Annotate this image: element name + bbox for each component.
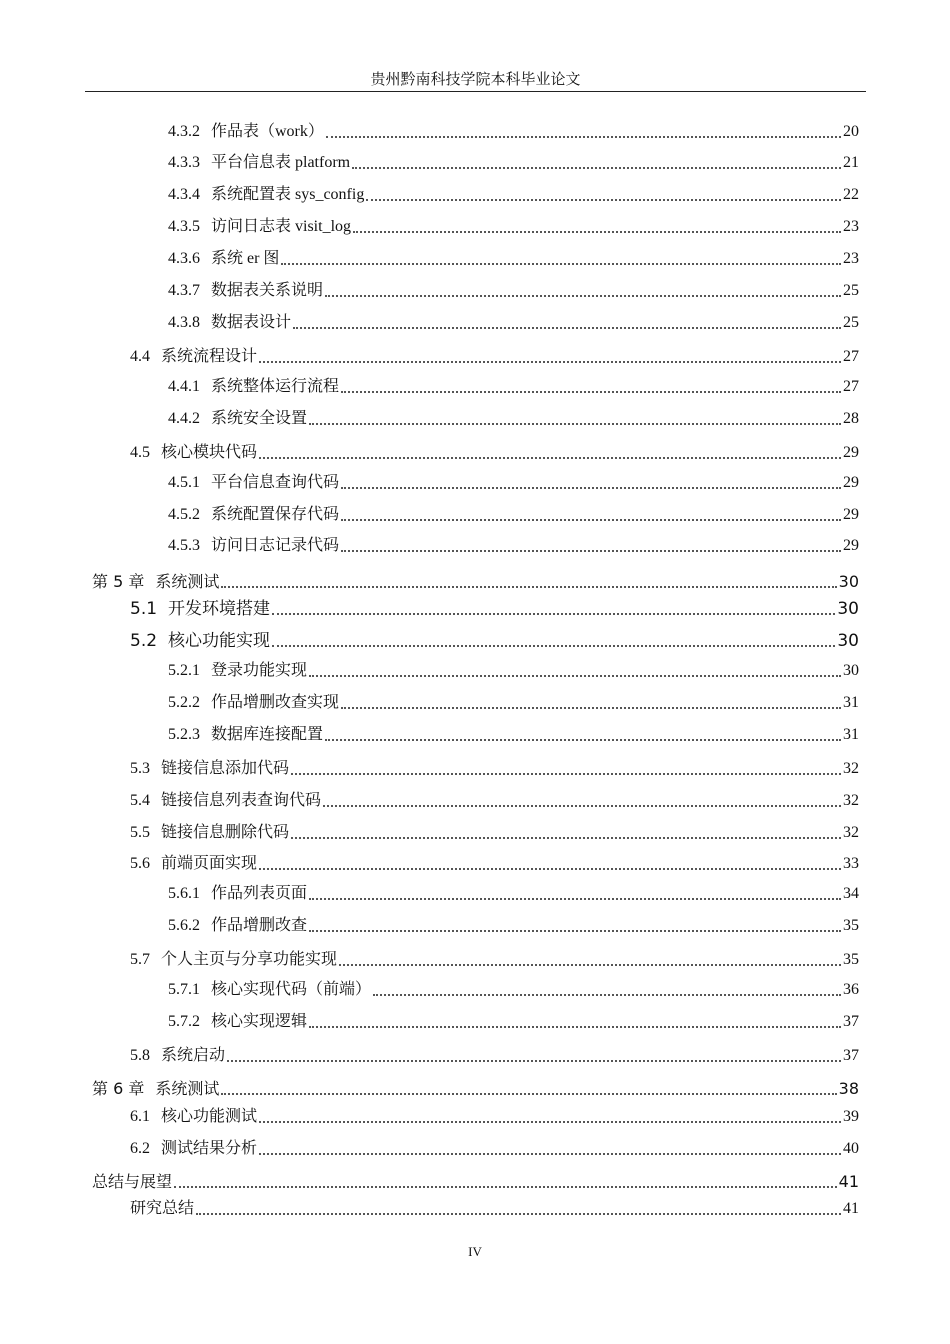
toc-entry-number: 4.3.4 xyxy=(168,186,200,203)
toc-entry[interactable] xyxy=(130,597,859,619)
toc-entry[interactable] xyxy=(168,247,859,269)
toc-dot-leader xyxy=(341,487,841,489)
toc-entry-page: 37 xyxy=(843,1013,859,1030)
toc-entry[interactable] xyxy=(168,279,859,301)
toc-dot-leader xyxy=(196,1213,841,1215)
toc-dot-leader xyxy=(339,964,841,966)
toc-dot-leader xyxy=(221,1093,836,1095)
toc-dot-leader xyxy=(309,930,841,932)
toc-entry-title: 系统 er 图 xyxy=(211,250,280,267)
toc-entry[interactable] xyxy=(130,629,859,651)
toc-entry-number: 4.3.7 xyxy=(168,282,200,299)
running-header: 贵州黔南科技学院本科毕业论文 xyxy=(370,72,581,88)
toc-entry[interactable] xyxy=(168,914,859,936)
toc-dot-leader xyxy=(309,423,841,425)
toc-entry-title: 核心实现代码（前端） xyxy=(211,981,372,998)
toc-dot-leader xyxy=(323,805,841,807)
toc-entry-number: 4.3.3 xyxy=(168,154,200,171)
toc-dot-leader xyxy=(309,898,841,900)
toc-entry-title: 链接信息列表查询代码 xyxy=(161,792,322,809)
toc-dot-leader xyxy=(366,199,841,201)
toc-entry-page: 35 xyxy=(843,951,859,968)
toc-entry[interactable] xyxy=(168,120,859,142)
toc-entry-page: 33 xyxy=(843,855,859,872)
toc-entry-title: 核心实现逻辑 xyxy=(211,1013,308,1030)
toc-entry-title: 开发环境搭建 xyxy=(168,599,271,619)
toc-entry-number: 第 6 章 xyxy=(92,1079,145,1098)
toc-entry-number: 5.2.2 xyxy=(168,694,200,711)
toc-entry-title: 系统测试 xyxy=(155,1079,220,1098)
toc-entry[interactable] xyxy=(168,311,859,333)
toc-entry[interactable] xyxy=(130,1137,859,1159)
toc-entry-page: 32 xyxy=(843,760,859,777)
toc-dot-leader xyxy=(341,550,841,552)
toc-dot-leader xyxy=(221,586,836,588)
toc-dot-leader xyxy=(259,1121,841,1123)
toc-entry[interactable] xyxy=(168,1010,859,1032)
toc-entry[interactable] xyxy=(130,757,859,779)
toc-dot-leader xyxy=(174,1186,837,1188)
toc-entry-number: 4.4.1 xyxy=(168,378,200,395)
toc-dot-leader xyxy=(341,391,841,393)
toc-entry-number: 4.4.2 xyxy=(168,410,200,427)
toc-dot-leader xyxy=(259,457,841,459)
toc-entry[interactable] xyxy=(130,1197,859,1219)
toc-entry-number: 4.3.6 xyxy=(168,250,200,267)
toc-dot-leader xyxy=(373,994,841,996)
toc-dot-leader xyxy=(259,1153,841,1155)
toc-entry-title: 作品增删改查 xyxy=(211,917,308,934)
toc-entry-page: 23 xyxy=(843,218,859,235)
toc-entry[interactable] xyxy=(168,659,859,681)
toc-entry-page: 22 xyxy=(843,186,859,203)
toc-entry-page: 25 xyxy=(843,282,859,299)
toc-entry[interactable] xyxy=(168,407,859,429)
toc-entry-page: 39 xyxy=(843,1108,859,1125)
toc-entry-page: 41 xyxy=(843,1200,859,1217)
toc-entry-title: 总结与展望 xyxy=(92,1172,173,1191)
toc-entry-title: 系统配置保存代码 xyxy=(211,506,340,523)
toc-dot-leader xyxy=(341,519,841,521)
toc-entry-title: 研究总结 xyxy=(130,1200,195,1217)
toc-entry[interactable] xyxy=(168,534,859,556)
toc-entry[interactable] xyxy=(92,1170,859,1192)
toc-dot-leader xyxy=(227,1060,841,1062)
toc-entry-title: 个人主页与分享功能实现 xyxy=(161,951,338,968)
toc-entry[interactable] xyxy=(130,345,859,367)
toc-entry-number: 5.7 xyxy=(130,951,150,968)
toc-entry-number: 6.2 xyxy=(130,1140,150,1157)
toc-entry-title: 作品表（work） xyxy=(211,123,324,140)
toc-entry-page: 27 xyxy=(843,378,859,395)
toc-dot-leader xyxy=(259,361,841,363)
toc-entry-title: 系统整体运行流程 xyxy=(211,378,340,395)
toc-entry-page: 25 xyxy=(843,314,859,331)
toc-entry-page: 32 xyxy=(843,792,859,809)
toc-dot-leader xyxy=(309,1026,841,1028)
toc-dot-leader xyxy=(353,231,841,233)
toc-entry[interactable] xyxy=(168,375,859,397)
toc-entry[interactable] xyxy=(168,503,859,525)
toc-entry-number: 4.3.2 xyxy=(168,123,200,140)
toc-dot-leader xyxy=(291,773,841,775)
toc-entry-number: 4.5.2 xyxy=(168,506,200,523)
toc-dot-leader xyxy=(259,868,841,870)
toc-entry-number: 5.1 xyxy=(130,599,158,619)
toc-entry-page: 30 xyxy=(838,572,859,591)
toc-entry-page: 23 xyxy=(843,250,859,267)
toc-entry-page: 41 xyxy=(838,1172,859,1191)
toc-entry-page: 30 xyxy=(837,599,859,619)
toc-entry-page: 32 xyxy=(843,824,859,841)
toc-entry-number: 4.3.8 xyxy=(168,314,200,331)
toc-entry-number: 5.6.2 xyxy=(168,917,200,934)
toc-entry[interactable] xyxy=(130,1105,859,1127)
toc-entry[interactable] xyxy=(92,570,859,592)
toc-entry-page: 27 xyxy=(843,348,859,365)
toc-dot-leader xyxy=(272,613,835,615)
toc-dot-leader xyxy=(272,645,835,647)
toc-entry-title: 系统启动 xyxy=(161,1047,226,1064)
toc-entry-title: 系统测试 xyxy=(155,572,220,591)
toc-entry-page: 31 xyxy=(843,726,859,743)
toc-entry-title: 登录功能实现 xyxy=(211,662,308,679)
toc-entry[interactable] xyxy=(168,183,859,205)
toc-entry-title: 访问日志表 visit_log xyxy=(211,218,352,235)
toc-entry-title: 访问日志记录代码 xyxy=(211,537,340,554)
toc-entry-page: 28 xyxy=(843,410,859,427)
toc-entry-page: 40 xyxy=(843,1140,859,1157)
toc-dot-leader xyxy=(325,739,841,741)
toc-dot-leader xyxy=(341,707,841,709)
toc-entry-number: 4.3.5 xyxy=(168,218,200,235)
toc-entry-number: 5.2.3 xyxy=(168,726,200,743)
toc-entry[interactable] xyxy=(168,471,859,493)
toc-entry-page: 34 xyxy=(843,885,859,902)
toc-entry[interactable] xyxy=(168,978,859,1000)
toc-entry-page: 30 xyxy=(837,631,859,651)
toc-entry-page: 30 xyxy=(843,662,859,679)
toc-entry[interactable] xyxy=(130,1044,859,1066)
toc-entry-title: 测试结果分析 xyxy=(161,1140,258,1157)
toc-entry-title: 系统安全设置 xyxy=(211,410,308,427)
toc-entry-page: 20 xyxy=(843,123,859,140)
toc-dot-leader xyxy=(281,263,841,265)
toc-entry-number: 5.6.1 xyxy=(168,885,200,902)
toc-entry-number: 5.4 xyxy=(130,792,150,809)
toc-entry-title: 系统流程设计 xyxy=(161,348,258,365)
toc-entry-number: 5.7.2 xyxy=(168,1013,200,1030)
toc-entry-number: 4.4 xyxy=(130,348,150,365)
toc-entry-page: 36 xyxy=(843,981,859,998)
toc-entry-page: 38 xyxy=(838,1079,859,1098)
toc-entry-title: 核心功能实现 xyxy=(168,631,271,651)
toc-entry-number: 4.5.1 xyxy=(168,474,200,491)
toc-entry-title: 数据库连接配置 xyxy=(211,726,324,743)
toc-dot-leader xyxy=(293,327,841,329)
toc-dot-leader xyxy=(352,167,841,169)
toc-entry-number: 4.5.3 xyxy=(168,537,200,554)
toc-entry-number: 5.3 xyxy=(130,760,150,777)
toc-entry-title: 核心模块代码 xyxy=(161,444,258,461)
toc-entry[interactable] xyxy=(130,821,859,843)
toc-entry[interactable] xyxy=(168,723,859,745)
toc-entry[interactable] xyxy=(130,789,859,811)
toc-entry[interactable] xyxy=(168,691,859,713)
toc-entry[interactable] xyxy=(130,948,859,970)
toc-entry-page: 37 xyxy=(843,1047,859,1064)
toc-entry-number: 5.5 xyxy=(130,824,150,841)
toc-entry-title: 数据表关系说明 xyxy=(211,282,324,299)
toc-entry-number: 5.6 xyxy=(130,855,150,872)
toc-entry[interactable] xyxy=(130,852,859,874)
toc-dot-leader xyxy=(291,837,841,839)
toc-entry-title: 核心功能测试 xyxy=(161,1108,258,1125)
toc-entry-number: 5.7.1 xyxy=(168,981,200,998)
toc-entry-number: 第 5 章 xyxy=(92,572,145,591)
toc-entry[interactable] xyxy=(168,215,859,237)
toc-entry-page: 29 xyxy=(843,506,859,523)
toc-entry-number: 6.1 xyxy=(130,1108,150,1125)
toc-entry-title: 平台信息表 platform xyxy=(211,154,351,171)
toc-entry-page: 29 xyxy=(843,474,859,491)
toc-entry[interactable] xyxy=(168,882,859,904)
toc-entry-title: 作品增删改查实现 xyxy=(211,694,340,711)
toc-entry-title: 前端页面实现 xyxy=(161,855,258,872)
toc-entry-title: 数据表设计 xyxy=(211,314,292,331)
toc-entry-number: 4.5 xyxy=(130,444,150,461)
page-number: IV xyxy=(468,1244,482,1259)
toc-entry-title: 作品列表页面 xyxy=(211,885,308,902)
toc-entry-number: 5.2 xyxy=(130,631,158,651)
toc-entry-title: 平台信息查询代码 xyxy=(211,474,340,491)
toc-entry-page: 31 xyxy=(843,694,859,711)
toc-dot-leader xyxy=(325,295,841,297)
toc-dot-leader xyxy=(309,675,841,677)
toc-entry-title: 链接信息删除代码 xyxy=(161,824,290,841)
toc-entry-number: 5.8 xyxy=(130,1047,150,1064)
toc-entry-number: 5.2.1 xyxy=(168,662,200,679)
toc-entry[interactable] xyxy=(168,151,859,173)
toc-entry-title: 链接信息添加代码 xyxy=(161,760,290,777)
toc-dot-leader xyxy=(326,136,841,138)
toc-entry-page: 35 xyxy=(843,917,859,934)
toc-entry[interactable] xyxy=(130,441,859,463)
toc-entry-page: 21 xyxy=(843,154,859,171)
toc-entry-page: 29 xyxy=(843,444,859,461)
toc-entry-page: 29 xyxy=(843,537,859,554)
toc-entry[interactable] xyxy=(92,1077,859,1099)
toc-entry-title: 系统配置表 sys_config xyxy=(211,186,365,203)
